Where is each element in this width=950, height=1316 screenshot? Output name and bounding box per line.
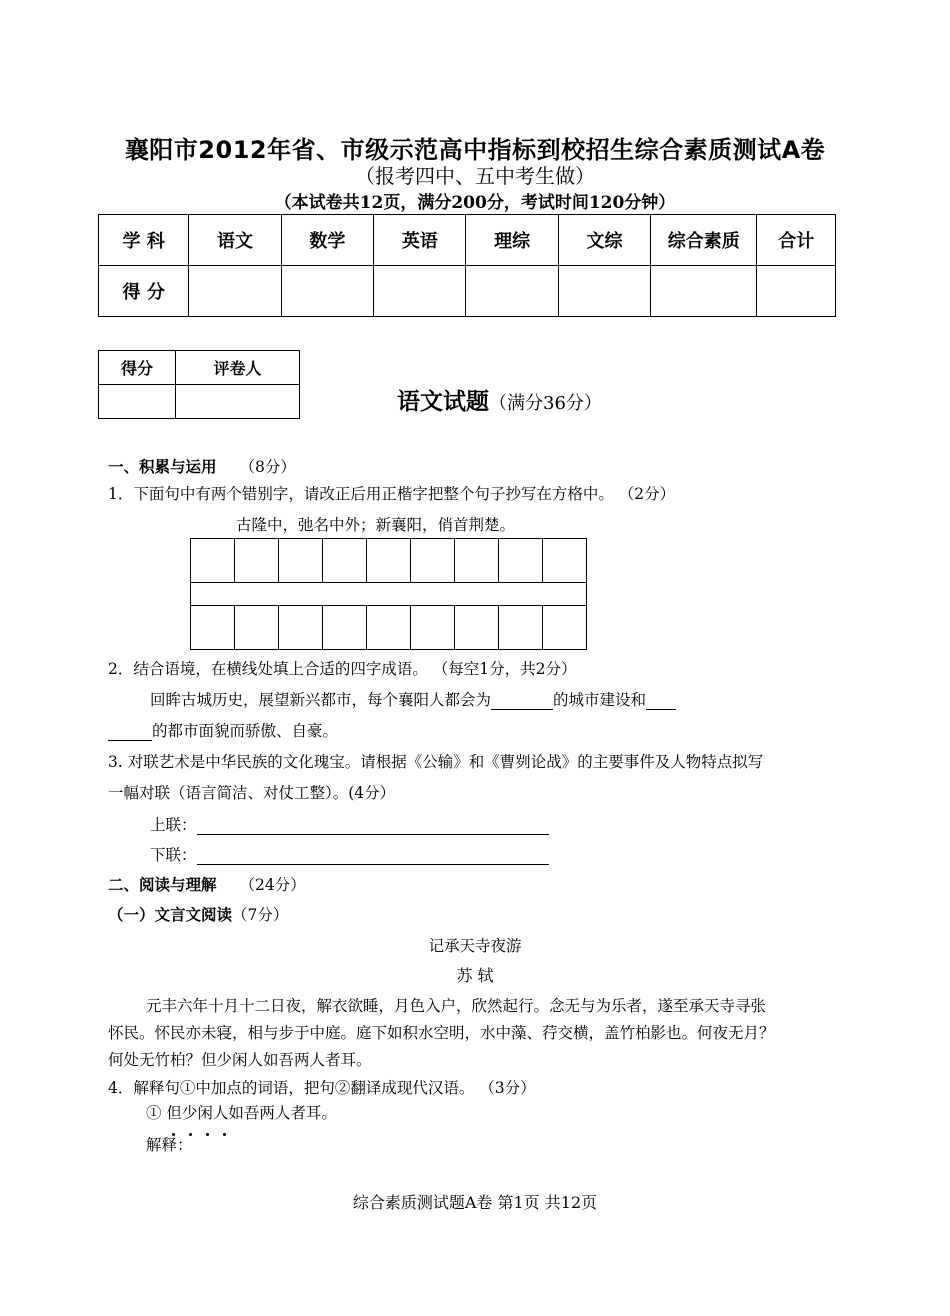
grid-cell[interactable] [499,539,543,583]
exam-title: 襄阳市2012年省、市级示范高中指标到校招生综合素质测试A卷 [124,136,826,164]
idiom-blank-2a[interactable] [646,693,676,710]
page-footer: 综合素质测试题A卷 第1页 共12页 [352,1193,598,1212]
score-cell[interactable] [189,266,281,317]
score-cell[interactable] [466,266,558,317]
subject-humanities: 文综 [558,215,650,266]
subject-math: 数学 [281,215,373,266]
grid-cell[interactable] [411,539,455,583]
upper-couplet [150,813,549,835]
question-4-item: ① 但少闲人如吾两人者耳。 [146,1104,337,1122]
grid-cell[interactable] [191,539,235,583]
subject-comprehensive: 综合素质 [651,215,757,266]
section-title [397,383,602,416]
lower-couplet-label: 下联： [150,846,197,864]
grid-cell[interactable] [323,606,367,650]
grid-cell[interactable] [279,606,323,650]
grid-cell[interactable] [279,539,323,583]
answer-grid [190,538,587,650]
subject-science: 理综 [466,215,558,266]
section-score: （满分36分） [489,393,602,414]
grader-name-label: 评卷人 [176,351,300,385]
part2-heading-score: （24分） [239,876,306,894]
part1-heading [108,455,296,477]
subject-english: 英语 [374,215,466,266]
question-2: 2．结合语境，在横线处填上合适的四字成语。 （每空1分，共2分） [108,660,577,678]
score-cell[interactable] [558,266,650,317]
score-table-score-row [99,266,836,317]
grid-cell[interactable] [367,606,411,650]
score-table-header-row [99,215,836,266]
exam-subtitle: （报考四中、五中考生做） [355,164,595,188]
grid-cell[interactable] [323,539,367,583]
part2-subheading-score: （7分） [232,906,289,924]
q2-text-c: 的都市面貌而骄傲、自豪。 [152,722,339,740]
part1-heading-score: （8分） [239,458,296,476]
question-3-line2: 一幅对联（语言简洁、对仗工整）。(4分） [108,784,396,802]
part2-heading-text: 二、阅读与理解 [108,876,217,894]
score-cell[interactable] [374,266,466,317]
upper-couplet-blank[interactable] [197,818,549,835]
emphasis-dot [223,1133,226,1136]
score-table [98,214,836,317]
grid-cell[interactable] [543,606,587,650]
q2-text-a: 回眸古城历史，展望新兴都市，每个襄阳人都会为 [150,691,492,709]
essay-line-1: 元丰六年十月十二日夜，解衣欲睡，月色入户，欣然起行。念无与为乐者，遂至承天寺寻张 [146,997,767,1015]
subject-chinese: 语文 [189,215,281,266]
subject-label: 学 科 [99,215,189,266]
grid-cell[interactable] [455,606,499,650]
score-cell[interactable] [651,266,757,317]
part2-subheading-text: （一）文言文阅读 [108,906,233,924]
grid-cell[interactable] [235,539,279,583]
essay-title: 记承天寺夜游 [428,937,522,955]
question-3-line1: 3. 对联艺术是中华民族的文化瑰宝。请根据《公输》和《曹刿论战》的主要事件及人物特点拟写 [108,753,764,771]
idiom-blank-2b[interactable] [108,724,152,741]
q2-text-b: 的城市建设和 [553,691,647,709]
score-label: 得 分 [99,266,189,317]
upper-couplet-label: 上联： [150,816,197,834]
lower-couplet [150,843,549,865]
subject-total: 合计 [757,215,836,266]
essay-line-2: 怀民。怀民亦未寝，相与步于中庭。庭下如积水空明，水中藻、荇交横，盖竹柏影也。何夜无月？ [108,1024,775,1042]
section-title-text: 语文试题 [397,389,489,415]
grid-cell[interactable] [455,539,499,583]
question-2-text [150,688,676,710]
grader-score-label: 得分 [99,351,176,385]
idiom-blank-1[interactable] [491,693,553,710]
essay-line-3: 何处无竹柏？但少闲人如吾两人者耳。 [108,1051,372,1069]
essay-author: 苏 轼 [456,966,494,985]
question-1: 1．下面句中有两个错别字，请改正后用正楷字把整个句子抄写在方格中。 （2分） [108,485,676,503]
score-cell[interactable] [757,266,836,317]
part2-subheading [108,903,288,925]
question-2-text-cont [108,719,338,741]
grader-table [98,350,300,419]
question-1-sentence: 古隆中，弛名中外；新襄阳，俏首荆楚。 [236,516,516,534]
grid-cell[interactable] [191,606,235,650]
grader-name-cell[interactable] [176,385,300,419]
grid-cell[interactable] [411,606,455,650]
lower-couplet-blank[interactable] [197,848,549,865]
grader-score-cell[interactable] [99,385,176,419]
grid-spacer [191,583,587,606]
grid-cell[interactable] [367,539,411,583]
question-4: 4．解释句①中加点的词语，把句②翻译成现代汉语。 （3分） [108,1079,536,1097]
emphasis-dot [206,1133,209,1136]
grid-cell[interactable] [499,606,543,650]
score-cell[interactable] [281,266,373,317]
exam-note: （本试卷共12页，满分200分，考试时间120分钟） [274,193,676,213]
grid-cell[interactable] [543,539,587,583]
part1-heading-text: 一、积累与运用 [108,458,217,476]
explain-label: 解释： [146,1136,193,1154]
grid-cell[interactable] [235,606,279,650]
part2-heading [108,873,306,895]
